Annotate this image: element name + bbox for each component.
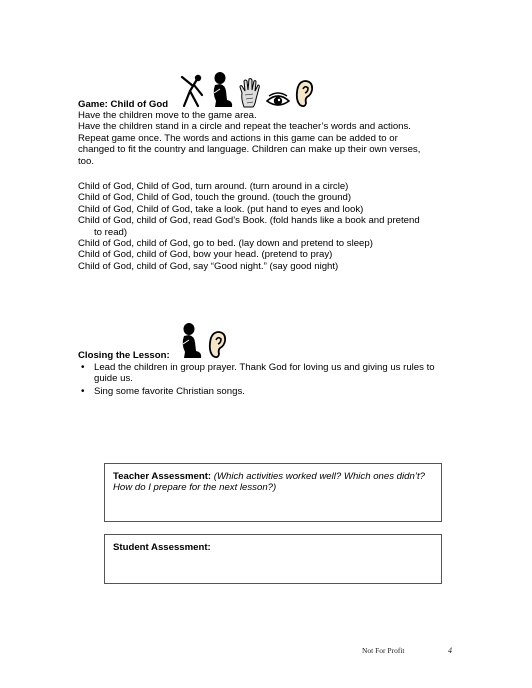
instruction-line: Have the children stand in a circle and repeat the teacher’s words and actions. [78,121,411,133]
instruction-line: Repeat game once. The words and actions in this game can be added to or [78,132,398,144]
footer-label: Not For Profit [362,646,405,655]
teacher-assessment-box [104,463,442,522]
bullet-item: • Lead the children in group prayer. Thank God for loving us and giving us rules to guide us. [80,362,460,385]
closing-bullets [80,362,460,397]
kneeling-praying-child-icon [179,322,203,360]
page-number: 4 [448,646,452,655]
verse-line: Child of God, Child of God, touch the ground. (touch the ground) [78,192,352,204]
game-title: Game: Child of God [78,98,169,110]
student-assessment-label: Student Assessment: [113,542,211,553]
student-assessment-box [104,534,442,584]
instruction-line: too. [78,155,95,167]
game-icons [176,71,314,109]
ear-icon [207,330,227,360]
verse-line: Child of God, child of God, bow your head. (pretend to pray) [78,249,333,261]
verse-line: Child of God, child of God, say “Good night.” (say good night) [78,260,339,272]
verse-line: Child of God, Child of God, turn around. (turn around in a circle) [78,181,349,192]
closing-heading [78,323,378,361]
eye-icon [266,91,290,109]
verse-line: Child of God, Child of God, take a look. (put hand to eyes and look) [78,203,364,215]
closing-icons [179,322,227,360]
verse-line: Child of God, child of God, go to bed. (lay down and pretend to sleep) [78,238,373,250]
game-verses [78,181,458,272]
closing-title: Closing the Lesson: [78,349,170,361]
instruction-line: changed to fit the country and language. Children can make up their own verses, [78,144,421,156]
verse-line: to read) [94,226,128,238]
teacher-assessment-note: (Which activities worked well? Which ones didn’t? How do I prepare for the next lesson?) [113,471,425,494]
game-instructions [78,110,458,167]
hand-icon [238,77,262,109]
ear-icon [294,79,314,109]
instruction-line: Have the children move to the game area. [78,110,257,121]
game-heading [78,72,378,110]
stretching-child-icon [176,73,206,109]
kneeling-praying-child-icon [210,71,234,109]
teacher-assessment-label: Teacher Assessment: [113,471,212,482]
verse-line: Child of God, child of God, read God’s Book. (fold hands like a book and pretend [78,215,420,227]
bullet-item: • Sing some favorite Christian songs. [80,386,460,397]
